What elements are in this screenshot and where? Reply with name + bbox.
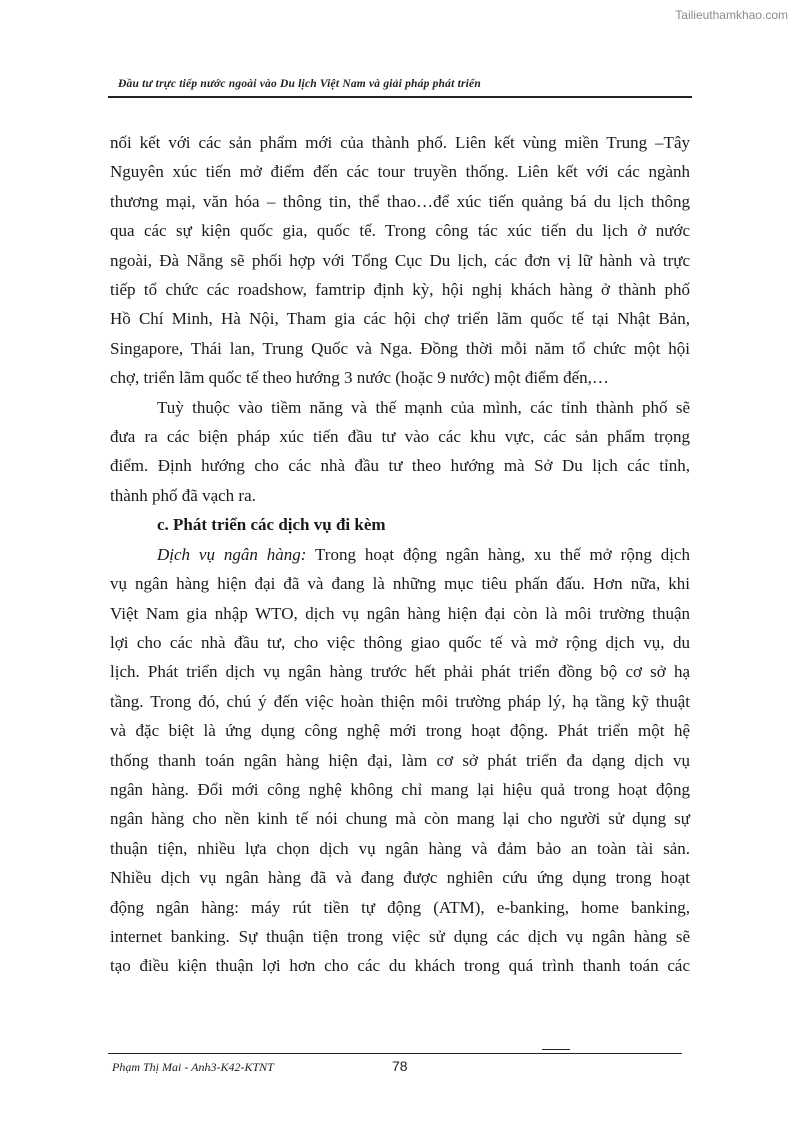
text-line: ngân hàng. Đổi mới công nghệ không chỉ mang lại hiệu quả trong hoạt động bbox=[110, 779, 690, 799]
document-body bbox=[110, 128, 690, 981]
footer-rule-accent bbox=[542, 1049, 570, 1050]
text-line: internet banking. Sự thuận tiện trong việc sử dụng các dịch vụ ngân hàng sẽ bbox=[110, 926, 690, 946]
text-line: thuận tiện, nhiều lựa chọn dịch vụ ngân hàng và đảm bảo an toàn tài sản. bbox=[110, 838, 690, 858]
footer-rule bbox=[108, 1053, 682, 1054]
paragraph-investment bbox=[110, 393, 690, 511]
text-line: lịch. Phát triển dịch vụ ngân hàng trước hết phải phát triển đồng bộ cơ sở hạ bbox=[110, 662, 690, 682]
footer-author: Phạm Thị Mai - Anh3-K42-KTNT bbox=[112, 1060, 274, 1074]
text-line: nối kết với các sản phẩm mới của thành phố. Liên kết vùng miền Trung –Tây bbox=[110, 133, 690, 152]
running-header: Đầu tư trực tiếp nước ngoài vào Du lịch Việt Nam và giải pháp phát triển bbox=[118, 78, 481, 90]
text-line: Nhiều dịch vụ ngân hàng đã và đang được nghiên cứu ứng dụng trong hoạt bbox=[110, 868, 690, 888]
header-rule bbox=[108, 96, 692, 98]
text-line: ngân hàng cho nền kinh tế nói chung mà còn mang lại cho người sử dụng sự bbox=[110, 809, 690, 829]
text-line: đưa ra các biện pháp xúc tiến đầu tư vào các khu vực, các sản phẩm trọng bbox=[110, 427, 690, 447]
text-line: Hồ Chí Minh, Hà Nội, Tham gia các hội chợ triển lãm quốc tế tại Nhật Bản, bbox=[110, 309, 690, 329]
text-line: thương mại, văn hóa – thông tin, thể thao…để xúc tiến quảng bá du lịch thông bbox=[110, 191, 690, 211]
text-line bbox=[110, 540, 690, 569]
text-line: động ngân hàng: máy rút tiền tự động (ATM), e-banking, home banking, bbox=[110, 897, 690, 917]
text-line: tầng. Trong đó, chú ý đến việc hoàn thiện môi trường pháp lý, hạ tầng kỹ thuật bbox=[110, 691, 690, 711]
text-line: điểm. Định hướng cho các nhà đầu tư theo hướng mà Sở Du lịch các tỉnh, bbox=[110, 456, 690, 476]
text-line: Tuỳ thuộc vào tiềm năng và thế mạnh của mình, các tỉnh thành phố sẽ bbox=[157, 397, 690, 417]
text-line: và đặc biệt là ứng dụng công nghệ mới trong hoạt động. Phát triển một hệ bbox=[110, 721, 690, 741]
text-line: qua các sự kiện quốc gia, quốc tế. Trong công tác xúc tiến du lịch ở nước bbox=[110, 221, 690, 241]
text-line: chợ, triển lãm quốc tế theo hướng 3 nước (hoặc 9 nước) một điểm đến,… bbox=[110, 368, 609, 388]
banking-lead: Dịch vụ ngân hàng: bbox=[157, 544, 307, 564]
section-heading-text: c. Phát triển các dịch vụ đi kèm bbox=[157, 515, 386, 535]
watermark: Tailieuthamkhao.com bbox=[675, 8, 788, 22]
text-line: Nguyên xúc tiến mở điểm đến các tour truyền thống. Liên kết với các ngành bbox=[110, 162, 690, 182]
text-line: Singapore, Thái lan, Trung Quốc và Nga. Đồng thời mỗi năm tổ chức một hội bbox=[110, 338, 690, 358]
text-line: lợi cho các nhà đầu tư, cho việc thông giao quốc tế và mở rộng dịch vụ, du bbox=[110, 632, 690, 652]
section-heading bbox=[110, 510, 690, 539]
text-line: vụ ngân hàng hiện đại đã và đang là những mục tiêu phấn đấu. Hơn nữa, khi bbox=[110, 574, 690, 594]
banking-first-line: Trong hoạt động ngân hàng, xu thế mở rộng dịch bbox=[306, 544, 690, 564]
text-line: thành phố đã vạch ra. bbox=[110, 485, 256, 505]
paragraph-promotion bbox=[110, 128, 690, 393]
text-line: Việt Nam gia nhập WTO, dịch vụ ngân hàng hiện đại còn là môi trường thuận bbox=[110, 603, 690, 623]
text-line: tiếp tổ chức các roadshow, famtrip định kỳ, hội nghị khách hàng ở thành phố bbox=[110, 280, 690, 300]
text-line: ngoài, Đà Nẵng sẽ phối hợp với Tổng Cục Du lịch, các đơn vị lữ hành và trực bbox=[110, 250, 690, 270]
text-line: thống thanh toán ngân hàng hiện đại, làm cơ sở phát triển đa dạng dịch vụ bbox=[110, 750, 690, 770]
paragraph-banking bbox=[110, 540, 690, 981]
page-number: 78 bbox=[392, 1058, 408, 1074]
text-line: tạo điều kiện thuận lợi hơn cho các du khách trong quá trình thanh toán các bbox=[110, 956, 690, 976]
